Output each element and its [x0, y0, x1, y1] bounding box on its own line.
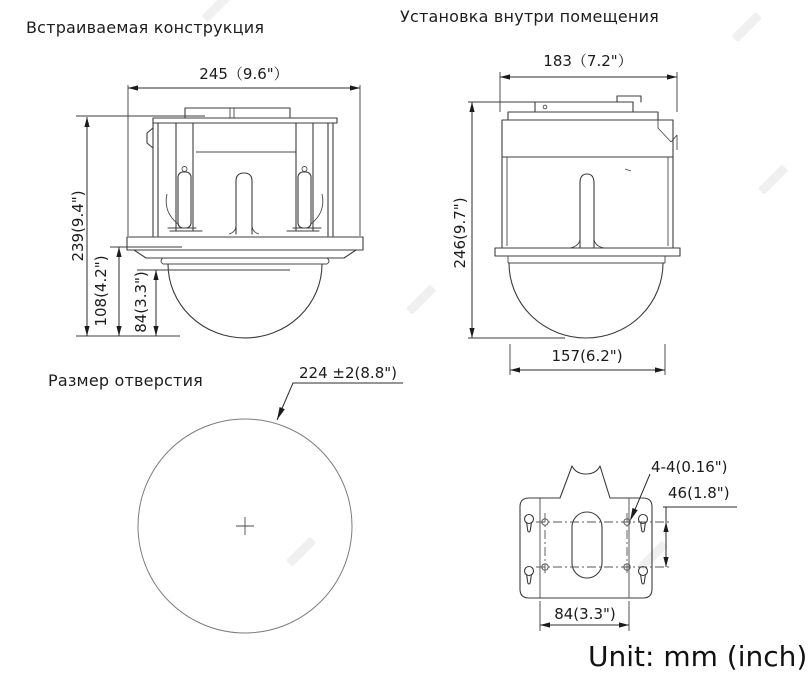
recessed-top-box-seam	[230, 108, 234, 118]
flange-plate	[127, 237, 363, 250]
title-recessed-construction: Встраиваемая конструкция	[26, 18, 265, 37]
extension-lines	[468, 72, 677, 375]
bracket-fold-lines	[540, 498, 629, 598]
recessed-center-tab	[236, 173, 252, 234]
clip-bar	[287, 123, 321, 231]
bracket-screw-holes	[542, 519, 630, 570]
dim-hole-diameter: 224 ±2(8.8")	[299, 364, 397, 382]
watermark-mark	[758, 164, 788, 194]
clip-latch	[178, 172, 191, 228]
indoor-bottom-lip	[495, 248, 680, 256]
dim-recessed-width: 245（9.6"）	[199, 65, 289, 83]
indoor-body	[502, 120, 673, 248]
arrowhead	[84, 326, 89, 336]
arrowhead	[116, 247, 121, 257]
flange-trim-ring	[161, 258, 329, 264]
indoor-plate-step	[617, 96, 641, 102]
indoor-body-inner	[507, 157, 668, 246]
hole-center-cross	[236, 517, 254, 535]
dim-bracket-screw-holes: 4-4(0.16")	[651, 458, 728, 476]
arrowhead	[663, 557, 668, 567]
dimension-lines	[472, 77, 677, 370]
indoor-camera-drawing	[495, 96, 680, 338]
dim-indoor-width: 183（7.2"）	[543, 52, 633, 70]
arrowhead	[84, 117, 89, 127]
indoor-dome	[509, 263, 663, 338]
indoor-dimensions	[451, 52, 677, 375]
title-indoor-installation: Установка внутри помещения	[400, 7, 659, 26]
indoor-plate-screw	[543, 105, 547, 109]
dim-recessed-height: 239(9.4")	[69, 190, 87, 262]
watermark-mark	[732, 12, 762, 42]
indoor-detail-mark	[625, 169, 631, 171]
arrowhead	[500, 74, 510, 79]
flange-bevel	[134, 250, 356, 258]
watermark-mark	[286, 536, 316, 566]
vertical-spacing-dimension	[663, 507, 737, 567]
hole-drawing	[138, 364, 403, 633]
arrowhead	[153, 270, 158, 280]
recessed-right-clip	[287, 123, 323, 231]
recessed-top-box	[185, 108, 290, 118]
arrowhead	[469, 102, 474, 112]
recessed-flange	[127, 237, 363, 264]
clip-bar	[168, 123, 202, 231]
recessed-dimensions	[69, 65, 360, 336]
arrowhead	[153, 326, 158, 336]
bracket-drawing	[520, 458, 737, 631]
indoor-center-tab-flare	[570, 238, 604, 248]
recessed-left-clip	[166, 123, 202, 231]
arrowhead	[510, 367, 520, 372]
recessed-camera-drawing	[127, 108, 363, 338]
indoor-top-plate	[535, 102, 633, 112]
indoor-latch	[658, 112, 677, 150]
recessed-wall-hook	[147, 128, 153, 148]
dim-bracket-horizontal-spacing: 84(3.3")	[554, 605, 616, 623]
indoor-center-tab	[580, 174, 594, 248]
dim-recessed-dome-height: 84(3.3")	[132, 271, 150, 333]
dim-indoor-height: 246(9.7")	[451, 197, 469, 269]
indoor-dome-ring	[508, 256, 665, 263]
hole-leader-line	[277, 383, 403, 420]
keyhole-slot	[525, 515, 534, 524]
clip-latch	[298, 172, 311, 228]
arrowhead	[655, 367, 665, 372]
arrowhead	[128, 85, 138, 90]
arrowhead	[630, 508, 638, 521]
recessed-center-tab-flare	[229, 225, 259, 234]
arrowhead	[619, 622, 629, 627]
watermark-mark	[202, 0, 232, 22]
label-hole-size: Размер отверстия	[48, 371, 203, 390]
dim-indoor-dome-width: 157(6.2")	[551, 347, 623, 365]
keyhole-slot	[525, 567, 534, 576]
clip-screw	[302, 167, 307, 172]
arrowhead	[540, 622, 550, 627]
watermark-mark	[406, 284, 436, 314]
dim-bracket-vertical-spacing: 46(1.8")	[668, 484, 730, 502]
recessed-top-plate	[153, 118, 337, 123]
indoor-cover-plate	[508, 112, 658, 120]
arrowhead	[116, 326, 121, 336]
dim-recess-depth: 108(4.2")	[92, 255, 110, 327]
recessed-housing-walls	[153, 123, 333, 236]
clip-screw	[182, 167, 187, 172]
arrowhead	[469, 328, 474, 338]
arrowhead	[667, 74, 677, 79]
unit-label: Unit: mm (inch)	[588, 640, 808, 673]
recessed-dome	[168, 264, 322, 338]
arrowhead	[663, 522, 668, 532]
arrowhead	[350, 85, 360, 90]
arrowhead	[277, 407, 285, 420]
